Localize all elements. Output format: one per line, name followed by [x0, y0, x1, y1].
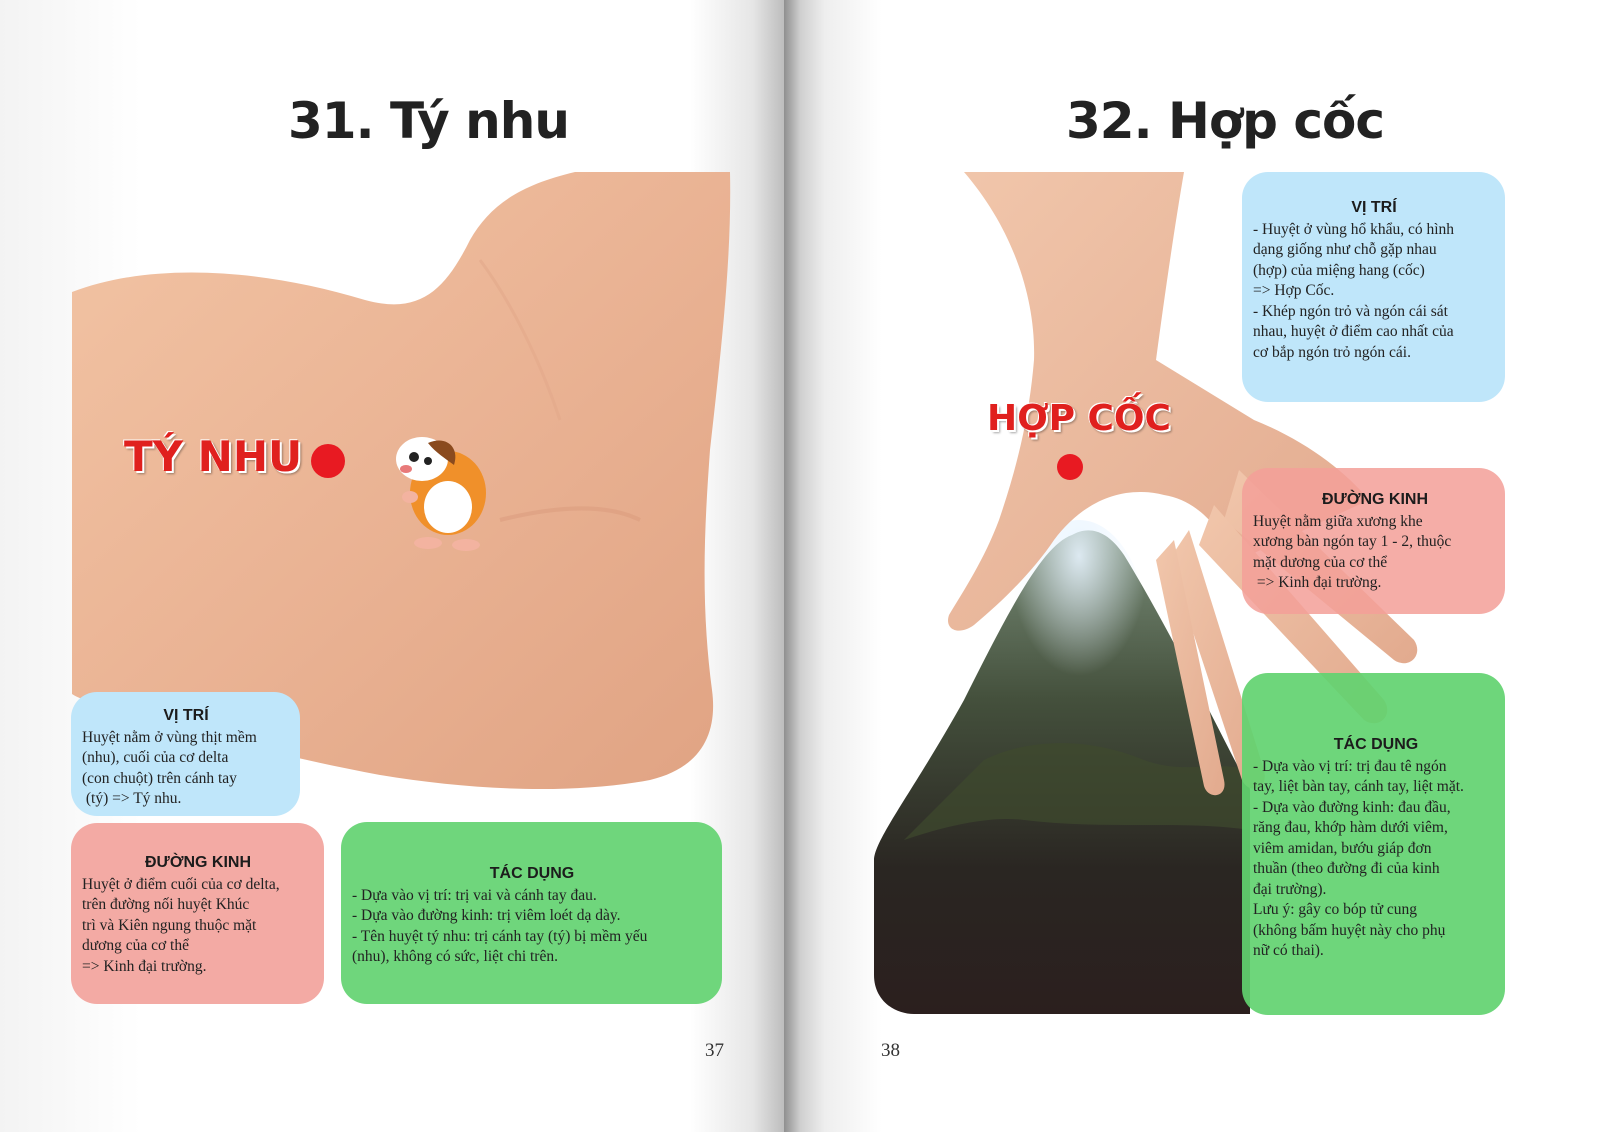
- hop-coc-acupoint-marker: [1057, 454, 1083, 480]
- duong-kinh-line: mặt dương của cơ thể: [1253, 553, 1388, 571]
- duong-kinh-box-left: [71, 823, 324, 1004]
- tac-dung-line: (không bấm huyệt này cho phụ: [1253, 921, 1446, 939]
- right-page-title: 32. Hợp cốc: [1066, 92, 1385, 150]
- vi-tri-box-left: [71, 692, 300, 816]
- vi-tri-line: (con chuột) trên cánh tay: [82, 769, 237, 787]
- vi-tri-line: (tý) => Tý nhu.: [82, 790, 182, 807]
- ty-nhu-acupoint-marker: [311, 444, 345, 478]
- duong-kinh-heading: ĐƯỜNG KINH: [1321, 491, 1429, 508]
- vi-tri-line: - Huyệt ở vùng hổ khẩu, có hình: [1253, 220, 1455, 238]
- vi-tri-line: => Hợp Cốc.: [1253, 282, 1335, 299]
- tac-dung-line: viêm amidan, bướu giáp đơn: [1253, 839, 1432, 857]
- vi-tri-line: Huyệt nằm ở vùng thịt mềm: [82, 728, 257, 746]
- tac-dung-line: - Dựa vào đường kinh: trị viêm loét dạ dày.: [352, 907, 621, 924]
- duong-kinh-line: trên đường nối huyệt Khúc: [82, 896, 250, 913]
- tac-dung-line: - Dựa vào đường kinh: đau đầu,: [1253, 798, 1451, 816]
- right-page: [784, 0, 1600, 1132]
- left-page-title: 31. Tý nhu: [288, 92, 569, 150]
- tac-dung-line: nữ có thai).: [1253, 942, 1324, 959]
- tac-dung-line: đại trường).: [1253, 880, 1327, 898]
- tac-dung-box-left: [341, 822, 722, 1004]
- tac-dung-line: Lưu ý: gây co bóp tử cung: [1253, 901, 1418, 918]
- duong-kinh-line: => Kinh đại trường.: [1253, 574, 1382, 591]
- vi-tri-line: (nhu), cuối của cơ delta: [82, 749, 229, 766]
- tac-dung-line: - Dựa vào vị trí: trị đau tê ngón: [1253, 757, 1447, 775]
- duong-kinh-line: => Kinh đại trường.: [82, 957, 207, 975]
- tac-dung-heading: TÁC DỤNG: [1333, 736, 1419, 753]
- duong-kinh-line: Huyệt nằm giữa xương khe: [1253, 512, 1423, 530]
- duong-kinh-box-right: [1242, 468, 1505, 614]
- page-number-right: 38: [881, 1040, 900, 1061]
- vi-tri-line: nhau, huyệt ở điểm cao nhất của: [1253, 323, 1454, 340]
- duong-kinh-line: trì và Kiên ngung thuộc mặt: [82, 916, 257, 934]
- ty-nhu-point-label: TÝ NHU: [124, 432, 303, 481]
- vi-tri-heading: VỊ TRÍ: [1351, 199, 1397, 216]
- duong-kinh-line: xương bàn ngón tay 1 - 2, thuộc: [1253, 533, 1452, 550]
- tac-dung-line: răng đau, khớp hàm dưới viêm,: [1253, 819, 1448, 836]
- guinea-pig-mascot: [388, 425, 498, 555]
- tac-dung-box-right: [1242, 673, 1505, 1015]
- tac-dung-line: tay, liệt bàn tay, cánh tay, liệt mặt.: [1253, 778, 1464, 795]
- tac-dung-line: thuần (theo đường đi của kinh: [1253, 860, 1440, 877]
- vi-tri-line: - Khép ngón trỏ và ngón cái sát: [1253, 302, 1448, 320]
- left-page: [0, 0, 784, 1132]
- vi-tri-heading: VỊ TRÍ: [163, 707, 209, 724]
- page-number-left: 37: [705, 1040, 724, 1061]
- tac-dung-line: - Tên huyệt tý nhu: trị cánh tay (tý) bị mềm yếu: [352, 927, 648, 945]
- tac-dung-line: - Dựa vào vị trí: trị vai và cánh tay đau.: [352, 886, 597, 904]
- hop-coc-point-label: HỢP CỐC: [987, 398, 1171, 439]
- vi-tri-box-right: [1242, 172, 1505, 402]
- vi-tri-line: dạng giống như chỗ gặp nhau: [1253, 241, 1437, 258]
- duong-kinh-line: dương của cơ thể: [82, 937, 189, 954]
- duong-kinh-heading: ĐƯỜNG KINH: [144, 854, 252, 871]
- tac-dung-line: (nhu), không có sức, liệt chi trên.: [352, 948, 558, 965]
- vi-tri-line: (hợp) của miệng hang (cốc): [1253, 261, 1425, 279]
- vi-tri-line: cơ bắp ngón trỏ ngón cái.: [1253, 343, 1411, 361]
- duong-kinh-line: Huyệt ở điểm cuối của cơ delta,: [82, 875, 280, 893]
- tac-dung-heading: TÁC DỤNG: [489, 865, 575, 882]
